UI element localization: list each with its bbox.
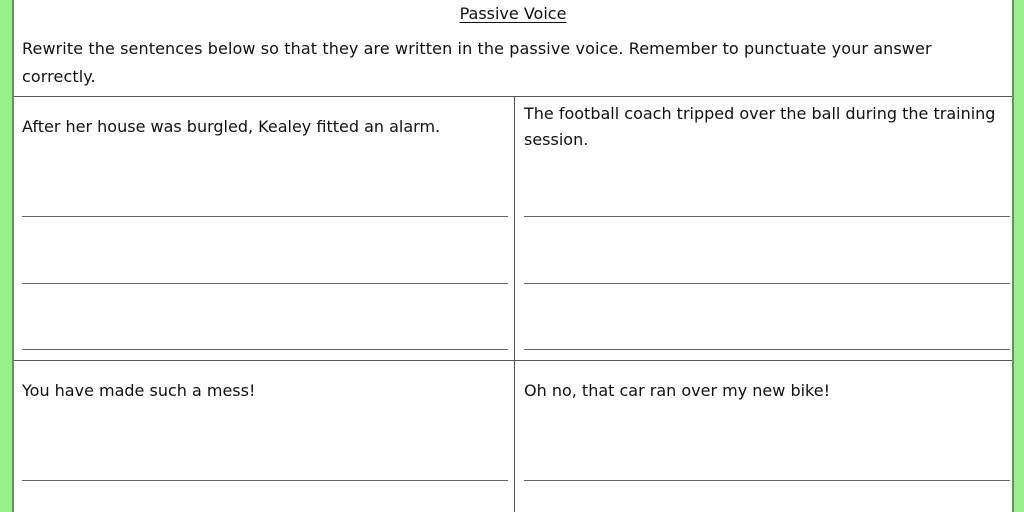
sentence-4: Oh no, that car ran over my new bike! [524,381,830,400]
column-divider [514,96,515,512]
answer-line-1-1[interactable] [22,216,508,217]
sentence-1: After her house was burgled, Kealey fitted an alarm. [22,117,441,136]
answer-line-2-1[interactable] [524,216,1010,217]
row-divider [14,360,1014,361]
answer-line-1-2[interactable] [22,283,508,284]
worksheet-title: Passive Voice [459,4,567,23]
worksheet-instructions: Rewrite the sentences below so that they are written in the passive voice. Remember to punctuate your answer correctly. [22,39,932,86]
answer-line-4-1[interactable] [524,480,1010,481]
answer-line-3-1[interactable] [22,480,508,481]
worksheet-page [12,0,1014,512]
sentence-2: The football coach tripped over the ball during the training session. [524,104,996,149]
answer-line-2-2[interactable] [524,283,1010,284]
sentence-3: You have made such a mess! [22,381,256,400]
answer-line-2-3[interactable] [524,349,1010,350]
answer-line-1-3[interactable] [22,349,508,350]
